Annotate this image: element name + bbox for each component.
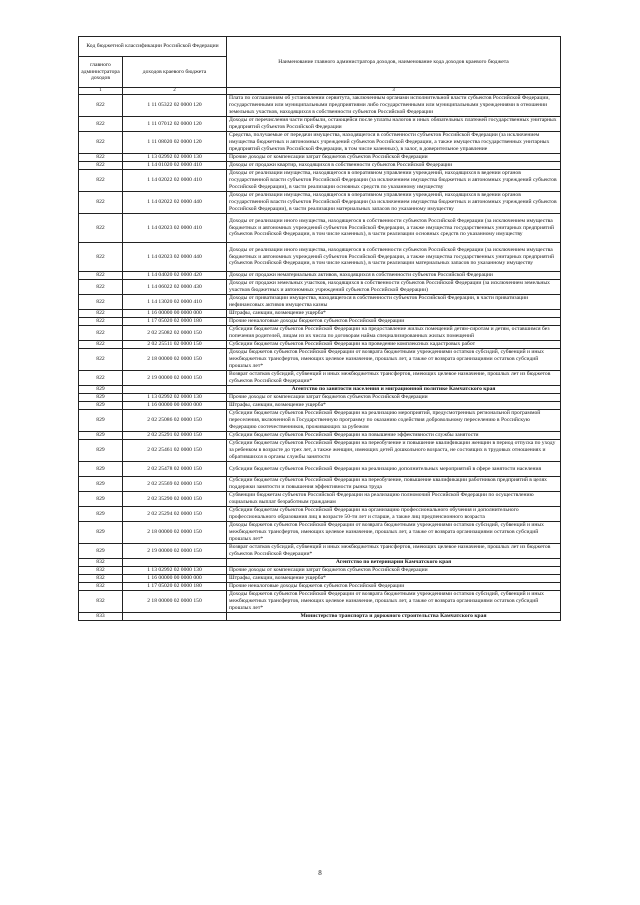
table-row: [79, 132, 561, 154]
table-row: [79, 371, 561, 386]
revenue-code-cell: 1 16 00000 00 0000 000: [123, 310, 227, 318]
table-row: [79, 544, 561, 559]
revenue-code-cell: 1 17 05020 02 0000 180: [123, 318, 227, 326]
revenue-name-cell: Возврат остатков субсидий, субвенций и иных межбюджетных трансфертов, имеющих целевое назначение, прошлых лет из бюджетов субъектов Российской Федерации*: [227, 371, 561, 386]
revenue-name-cell: Доходы от продажи квартир, находящихся в собственности субъектов Российской Федерации: [227, 162, 561, 170]
revenue-name-cell: Субсидии бюджетам субъектов Российской Федерации на проведение комплексных кадастровых работ: [227, 341, 561, 349]
revenue-code-cell: 2 02 25294 02 0000 150: [123, 507, 227, 522]
section-title-cell: Агентство по ветеринарии Камчатского края: [227, 559, 561, 567]
admin-code-cell: 829: [79, 522, 123, 544]
revenue-code-cell: 1 13 02992 02 0000 130: [123, 394, 227, 402]
page-number: 8: [318, 869, 322, 877]
admin-code-cell: 829: [79, 544, 123, 559]
revenue-name-cell: Субвенции бюджетам субъектов Российской Федерации на реализацию полномочий Российской Федерации по осуществлению социальных выплат безработным гражданам: [227, 492, 561, 507]
admin-code-cell: 822: [79, 371, 123, 386]
admin-code-cell: 822: [79, 326, 123, 341]
revenue-code-cell: [123, 386, 227, 394]
revenue-code-cell: 2 18 00000 02 0000 150: [123, 591, 227, 613]
revenue-code-cell: 2 18 00000 02 0000 150: [123, 522, 227, 544]
admin-code-cell: 822: [79, 162, 123, 170]
table-row: [79, 575, 561, 583]
admin-code-cell: 822: [79, 95, 123, 117]
revenue-name-cell: Доходы бюджетов субъектов Российской Федерации от возврата бюджетными учреждениями остатков субсидий, субвенций и иных межбюджетных трансфертов, имеющих целевое назначение, прошлых лет, а также от возврата организациями остатков субсидий прошлых лет*: [227, 591, 561, 613]
revenue-name-cell: Доходы бюджетов субъектов Российской Федерации от возврата бюджетными учреждениями остатков субсидий, субвенций и иных межбюджетных трансфертов, имеющих целевое назначение, прошлых лет, а также от возврата организациями остатков субсидий прошлых лет*: [227, 349, 561, 371]
table-row: [79, 326, 561, 341]
revenue-code-cell: 2 19 00000 02 0000 150: [123, 544, 227, 559]
revenue-code-cell: 2 19 00000 02 0000 150: [123, 371, 227, 386]
revenue-name-cell: Возврат остатков субсидий, субвенций и иных межбюджетных трансфертов, имеющих целевое назначение, прошлых лет из бюджетов субъектов Российской Федерации*: [227, 544, 561, 559]
revenue-name-cell: Доходы от перечисления части прибыли, остающейся после уплаты налогов и иных обязательных платежей государственных унитарных предприятий субъектов Российской Федерации: [227, 117, 561, 132]
revenue-name-cell: Штрафы, санкции, возмещение ущерба*: [227, 575, 561, 583]
admin-code-cell: 829: [79, 507, 123, 522]
table-row: [79, 154, 561, 162]
revenue-name-cell: Субсидии бюджетам субъектов Российской Федерации на повышение эффективности службы занятости: [227, 432, 561, 440]
column-number: 2: [123, 88, 227, 95]
table-row: [79, 295, 561, 310]
revenue-name-cell: Прочие неналоговые доходы бюджетов субъектов Российской Федерации: [227, 583, 561, 591]
revenue-name-cell: Доходы от продажи нематериальных активов, находящихся в собственности субъектов Российской Федерации: [227, 272, 561, 280]
revenue-code-cell: 2 02 25461 02 0000 150: [123, 440, 227, 462]
admin-code-cell: 822: [79, 318, 123, 326]
admin-code-cell: 829: [79, 440, 123, 462]
revenue-name-cell: Доходы от реализации иного имущества, находящегося в собственности субъектов Российской Федерации (за исключением имущества бюджетных и автономных учреждений субъектов Российской Федерации, а также имущества государственных унитарных предприятий субъектов Российской Федерации, в том числе казенных), в части реализации основных средств по указанному имуществу: [227, 214, 561, 243]
revenue-name-cell: Доходы от реализации иного имущества, находящегося в собственности субъектов Российской Федерации (за исключением имущества бюджетных и автономных учреждений субъектов Российской Федерации, а также имущества государственных унитарных предприятий субъектов Российской Федерации, в том числе казенных), в части реализации материальных запасов по указанному имуществу: [227, 243, 561, 272]
admin-code-cell: 822: [79, 154, 123, 162]
revenue-code-cell: 2 02 25082 02 0000 150: [123, 326, 227, 341]
revenue-code-cell: 1 11 08020 02 0000 120: [123, 132, 227, 154]
revenue-name-cell: Прочие доходы от компенсации затрат бюджетов субъектов Российской Федерации: [227, 394, 561, 402]
admin-code-cell: 822: [79, 310, 123, 318]
admin-code-cell: 832: [79, 575, 123, 583]
table-row: [79, 583, 561, 591]
revenue-code-cell: [123, 559, 227, 567]
admin-code-cell: 829: [79, 492, 123, 507]
revenue-code-cell: 2 02 25086 02 0000 150: [123, 410, 227, 432]
revenue-code-cell: 1 14 02022 02 0000 410: [123, 170, 227, 192]
revenue-code-cell: 2 02 25511 02 0000 150: [123, 341, 227, 349]
admin-code-cell: 822: [79, 272, 123, 280]
revenue-name-cell: Субсидии бюджетам субъектов Российской Федерации на реализацию мероприятий, предусмотренных региональной программой переселения, включенной в Государственную программу по оказанию содействия добровольному переселению в Российскую Федерацию соотечественников, проживающих за рубежом: [227, 410, 561, 432]
revenue-name-cell: Прочие неналоговые доходы бюджетов субъектов Российской Федерации: [227, 318, 561, 326]
table-row: [79, 507, 561, 522]
table-row: [79, 477, 561, 492]
admin-code-cell: 829: [79, 386, 123, 394]
revenue-code-cell: 1 13 02992 02 0000 130: [123, 567, 227, 575]
column-number: 1: [79, 88, 123, 95]
table-row: [79, 243, 561, 272]
table-row: [79, 567, 561, 575]
revenue-name-cell: Субсидии бюджетам субъектов Российской Федерации на переобучение и повышение квалификации женщин в период отпуска по уходу за ребенком в возрасте до трех лет, а также женщин, имеющих детей дошкольного возраста, не состоящих в трудовых отношениях и обратившихся в органы службы занятости: [227, 440, 561, 462]
admin-code-cell: 829: [79, 432, 123, 440]
admin-code-cell: 822: [79, 132, 123, 154]
revenue-code-cell: 2 02 35290 02 0000 150: [123, 492, 227, 507]
revenue-code-cell: 1 17 05020 02 0000 180: [123, 583, 227, 591]
revenue-classification-table: [78, 36, 561, 621]
admin-code-cell: 829: [79, 477, 123, 492]
table-row: [79, 117, 561, 132]
table-row: [79, 272, 561, 280]
table-row: [79, 318, 561, 326]
table-row: [79, 410, 561, 432]
admin-code-cell: 829: [79, 410, 123, 432]
admin-code-cell: 829: [79, 394, 123, 402]
table-row: [79, 432, 561, 440]
admin-code-cell: 829: [79, 462, 123, 477]
admin-code-cell: 832: [79, 567, 123, 575]
admin-code-cell: 822: [79, 280, 123, 295]
revenue-code-cell: 1 16 00000 00 0000 000: [123, 402, 227, 410]
section-row: [79, 386, 561, 394]
admin-code-cell: 822: [79, 341, 123, 349]
section-row: [79, 613, 561, 621]
revenue-name-cell: Доходы бюджетов субъектов Российской Федерации от возврата бюджетными учреждениями остатков субсидий, субвенций и иных межбюджетных трансфертов, имеющих целевое назначение, прошлых лет, а также от возврата организациями остатков субсидий прошлых лет*: [227, 522, 561, 544]
admin-code-cell: 822: [79, 170, 123, 192]
revenue-code-cell: 1 14 02023 02 0000 410: [123, 214, 227, 243]
table-row: [79, 341, 561, 349]
column-number: 3: [227, 88, 561, 95]
admin-code-cell: 822: [79, 192, 123, 214]
table-row: [79, 402, 561, 410]
admin-code-cell: 833: [79, 613, 123, 621]
revenue-name-cell: Штрафы, санкции, возмещение ущерба*: [227, 310, 561, 318]
revenue-name-cell: Субсидии бюджетам субъектов Российской Федерации на переобучение, повышение квалификации работников предприятий в целях поддержки занятости и повышения эффективности рынка труда: [227, 477, 561, 492]
admin-code-cell: 822: [79, 117, 123, 132]
table-row: [79, 162, 561, 170]
revenue-name-cell: Средства, получаемые от передачи имущества, находящегося в собственности субъектов Российской Федерации (за исключением имущества бюджетных и автономных учреждений субъектов Российской Федерации, а также имущества государственных унитарных предприятий субъектов Российской Федерации, в том числе казенных), в залог, в доверительное управление: [227, 132, 561, 154]
table-row: [79, 170, 561, 192]
revenue-name-cell: Плата по соглашениям об установлении сервитута, заключенным органами исполнительной власти субъектов Российской Федерации, государственными или муниципальными предприятиями либо государственными или муниципальными учреждениями в отношении земельных участков, находящихся в собственности субъектов Российской Федерации: [227, 95, 561, 117]
revenue-name-cell: Штрафы, санкции, возмещение ущерба*: [227, 402, 561, 410]
revenue-code-cell: 1 14 06022 02 0000 430: [123, 280, 227, 295]
code-group-header: Код бюджетной классификации Российской Федерации: [79, 37, 227, 57]
table-row: [79, 95, 561, 117]
admin-code-cell: 822: [79, 243, 123, 272]
section-title-cell: Министерство транспорта и дорожного строительства Камчатского края: [227, 613, 561, 621]
table-row: [79, 440, 561, 462]
document-sheet: [78, 36, 560, 621]
revenue-code-cell: 2 02 25569 02 0000 150: [123, 477, 227, 492]
table-row: [79, 492, 561, 507]
revenue-code-cell: 2 18 00000 02 0000 150: [123, 349, 227, 371]
revenue-code-cell: 1 14 02023 02 0000 440: [123, 243, 227, 272]
revenue-code-cell: 1 16 00000 00 0000 000: [123, 575, 227, 583]
table-row: [79, 310, 561, 318]
section-row: [79, 559, 561, 567]
revenue-name-cell: Доходы от приватизации имущества, находящегося в собственности субъектов Российской Федерации, в части приватизации нефинансовых активов имущества казны: [227, 295, 561, 310]
section-title-cell: Агентство по занятости населения и миграционной политике Камчатского края: [227, 386, 561, 394]
revenue-code-column-header: доходов краевого бюджета: [123, 57, 227, 88]
revenue-code-cell: 1 13 02992 02 0000 130: [123, 154, 227, 162]
admin-code-cell: 822: [79, 214, 123, 243]
table-row: [79, 462, 561, 477]
revenue-code-cell: 1 14 13020 02 0000 410: [123, 295, 227, 310]
revenue-code-cell: 1 14 01020 02 0000 410: [123, 162, 227, 170]
table-row: [79, 214, 561, 243]
revenue-name-cell: Доходы от реализации имущества, находящегося в оперативном управлении учреждений, находящихся в ведении органов государственной власти субъектов Российской Федерации (за исключением имущества бюджетных и автономных учреждений субъектов Российской Федерации), в части реализации основных средств по указанному имуществу: [227, 170, 561, 192]
revenue-code-cell: 1 14 04020 02 0000 420: [123, 272, 227, 280]
name-column-header: Наименование главного администратора доходов, наименование кода доходов краевого бюджета: [227, 37, 561, 88]
table-body: [79, 95, 561, 621]
revenue-code-cell: 1 14 02022 02 0000 440: [123, 192, 227, 214]
revenue-code-cell: 1 11 05322 02 0000 120: [123, 95, 227, 117]
table-row: [79, 192, 561, 214]
revenue-name-cell: Доходы от продажи земельных участков, находящихся в собственности субъектов Российской Федерации (за исключением земельных участков бюджетных и автономных учреждений субъектов Российской Федерации): [227, 280, 561, 295]
revenue-code-cell: 2 02 25478 02 0000 150: [123, 462, 227, 477]
revenue-code-cell: 2 02 25291 02 0000 150: [123, 432, 227, 440]
table-row: [79, 591, 561, 613]
revenue-name-cell: Субсидии бюджетам субъектов Российской Федерации на предоставление жилых помещений детям-сиротам и детям, оставшимся без попечения родителей, лицам из их числа по договорам найма специализированных жилых помещений: [227, 326, 561, 341]
admin-code-cell: 832: [79, 591, 123, 613]
admin-code-cell: 822: [79, 295, 123, 310]
table-header: [79, 37, 561, 95]
table-row: [79, 522, 561, 544]
admin-code-cell: 829: [79, 402, 123, 410]
admin-code-cell: 822: [79, 349, 123, 371]
table-row: [79, 349, 561, 371]
revenue-code-cell: 1 11 07012 02 0000 120: [123, 117, 227, 132]
revenue-name-cell: Прочие доходы от компенсации затрат бюджетов субъектов Российской Федерации: [227, 154, 561, 162]
admin-column-header: главного администратора доходов: [79, 57, 123, 88]
revenue-name-cell: Доходы от реализации имущества, находящегося в оперативном управлении учреждений, находящихся в ведении органов государственной власти субъектов Российской Федерации (за исключением имущества бюджетных и автономных учреждений субъектов Российской Федерации), в части реализации материальных запасов по указанному имуществу: [227, 192, 561, 214]
table-row: [79, 394, 561, 402]
admin-code-cell: 832: [79, 583, 123, 591]
revenue-name-cell: Субсидии бюджетам субъектов Российской Федерации на реализацию дополнительных мероприятий в сфере занятости населения: [227, 462, 561, 477]
revenue-name-cell: Субсидии бюджетам субъектов Российской Федерации на организацию профессионального обучения и дополнительного профессионального образования лиц в возрасте 50-ти лет и старше, а также лиц предпенсионного возраста: [227, 507, 561, 522]
table-row: [79, 280, 561, 295]
admin-code-cell: 832: [79, 559, 123, 567]
revenue-name-cell: Прочие доходы от компенсации затрат бюджетов субъектов Российской Федерации: [227, 567, 561, 575]
revenue-code-cell: [123, 613, 227, 621]
